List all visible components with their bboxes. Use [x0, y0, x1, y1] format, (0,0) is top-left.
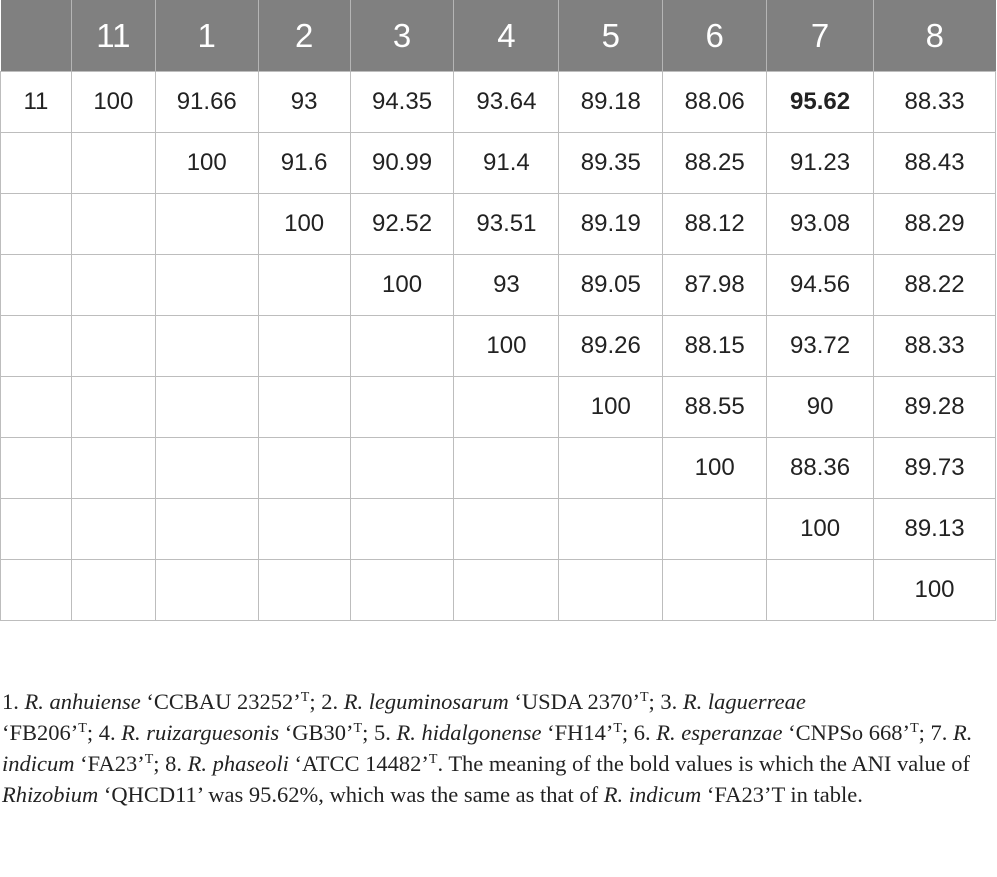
highlighted-cell: 95.62: [767, 72, 874, 133]
table-cell: [71, 438, 155, 499]
strain-name: ‘CNPSo 668’: [782, 720, 911, 745]
table-cell: 89.35: [559, 133, 663, 194]
table-cell: [155, 560, 258, 621]
species-name: R. laguerreae: [682, 689, 806, 714]
table-row: [1, 255, 996, 316]
table-cell: 100: [350, 255, 454, 316]
table-cell: [71, 377, 155, 438]
footnote-number: 3.: [660, 689, 683, 714]
table-cell: [559, 499, 663, 560]
table-cell: 88.06: [663, 72, 767, 133]
table-row: [1, 194, 996, 255]
type-strain-mark: T: [300, 690, 310, 705]
table-row: [1, 133, 996, 194]
table-cell: [155, 377, 258, 438]
bold-note-text: ‘QHCD11’ was 95.62%, which was the same as that of: [98, 782, 604, 807]
table-cell: 88.33: [874, 72, 996, 133]
table-cell: 90.99: [350, 133, 454, 194]
table-row: [1, 560, 996, 621]
table-cell: [258, 438, 350, 499]
table-cell: [258, 255, 350, 316]
table-cell: 93.51: [454, 194, 559, 255]
table-cell: [155, 316, 258, 377]
table-cell: 88.55: [663, 377, 767, 438]
species-name: R. hidalgonense: [396, 720, 542, 745]
header-11: 11: [71, 0, 155, 72]
species-name: R. ruizarguesonis: [121, 720, 280, 745]
table-cell: [350, 316, 454, 377]
table-cell: 100: [155, 133, 258, 194]
header-7: 7: [767, 0, 874, 72]
table-cell: 88.29: [874, 194, 996, 255]
table-cell: 87.98: [663, 255, 767, 316]
species-name: R. phaseoli: [187, 751, 289, 776]
table-cell: [559, 438, 663, 499]
table-cell: 90: [767, 377, 874, 438]
table-row: [1, 438, 996, 499]
table-cell: 94.35: [350, 72, 454, 133]
table-cell: 89.05: [559, 255, 663, 316]
table-cell: [559, 560, 663, 621]
table-cell: 88.22: [874, 255, 996, 316]
table-cell: [258, 499, 350, 560]
type-strain-mark: T: [144, 752, 154, 767]
genus-name: Rhizobium: [2, 782, 99, 807]
table-cell: [71, 133, 155, 194]
table-cell: 93.08: [767, 194, 874, 255]
table-cell: 91.66: [155, 72, 258, 133]
type-strain-mark: T: [78, 721, 87, 736]
table-cell: 91.6: [258, 133, 350, 194]
table-cell: [663, 560, 767, 621]
separator: ;: [621, 720, 634, 745]
header-6: 6: [663, 0, 767, 72]
table-cell: 93: [258, 72, 350, 133]
strain-name: ‘USDA 2370’: [508, 689, 640, 714]
table-cell: 89.28: [874, 377, 996, 438]
separator: .: [437, 751, 449, 776]
header-3: 3: [350, 0, 454, 72]
species-name: R. indicum: [603, 782, 702, 807]
table-cell: 93: [454, 255, 559, 316]
table-cell: [155, 255, 258, 316]
table-cell: [71, 560, 155, 621]
table-cell: 88.25: [663, 133, 767, 194]
table-cell: 89.13: [874, 499, 996, 560]
table-cell: 89.18: [559, 72, 663, 133]
strain-name: ‘FA23’: [74, 751, 145, 776]
row-label: [1, 316, 72, 377]
table-cell: [663, 499, 767, 560]
header-1: 1: [155, 0, 258, 72]
table-cell: 92.52: [350, 194, 454, 255]
table-footnote: [2, 686, 987, 810]
species-name: R. esperanzae: [656, 720, 783, 745]
row-label: [1, 255, 72, 316]
table-cell: [350, 560, 454, 621]
header-5: 5: [559, 0, 663, 72]
strain-name: ‘FH14’: [541, 720, 614, 745]
table-cell: 100: [258, 194, 350, 255]
table-cell: 89.19: [559, 194, 663, 255]
table-cell: 88.36: [767, 438, 874, 499]
table-cell: 100: [874, 560, 996, 621]
row-label: [1, 438, 72, 499]
footnote-number: 2.: [321, 689, 344, 714]
separator: ;: [153, 751, 166, 776]
table-cell: [71, 194, 155, 255]
row-label: [1, 377, 72, 438]
strain-name: ‘FB206’: [2, 720, 79, 745]
separator: ;: [362, 720, 374, 745]
separator: ;: [309, 689, 322, 714]
table-cell: 91.4: [454, 133, 559, 194]
table-cell: 88.12: [663, 194, 767, 255]
bold-note-text: The meaning of the bold values is which the ANI value of: [448, 751, 971, 776]
table-cell: [71, 255, 155, 316]
table-cell: 94.56: [767, 255, 874, 316]
footnote-number: 5.: [373, 720, 397, 745]
table-cell: 89.26: [559, 316, 663, 377]
table-cell: 100: [71, 72, 155, 133]
header-row: [1, 0, 996, 72]
table-cell: [454, 377, 559, 438]
footnote-number: 7.: [930, 720, 954, 745]
table-cell: [258, 377, 350, 438]
table-cell: 88.43: [874, 133, 996, 194]
bold-note-text: ‘FA23’T in table.: [701, 782, 863, 807]
table-cell: [258, 560, 350, 621]
table-cell: 93.64: [454, 72, 559, 133]
footnote-number: 1.: [2, 689, 25, 714]
separator: ;: [918, 720, 931, 745]
table-cell: 100: [559, 377, 663, 438]
separator: ;: [648, 689, 661, 714]
table-cell: [155, 194, 258, 255]
species-name: R. leguminosarum: [343, 689, 509, 714]
separator: ;: [86, 720, 99, 745]
table-row: [1, 72, 996, 133]
table-cell: [350, 438, 454, 499]
table-cell: [71, 316, 155, 377]
table-cell: [155, 499, 258, 560]
type-strain-mark: T: [353, 721, 363, 736]
strain-name: ‘ATCC 14482’: [288, 751, 429, 776]
row-label: [1, 560, 72, 621]
header-4: 4: [454, 0, 559, 72]
table-cell: [258, 316, 350, 377]
header-corner: [1, 0, 72, 72]
table-cell: 91.23: [767, 133, 874, 194]
strain-name: ‘CCBAU 23252’: [140, 689, 301, 714]
table-cell: 100: [767, 499, 874, 560]
table-cell: [767, 560, 874, 621]
table-row: [1, 316, 996, 377]
footnote-number: 8.: [165, 751, 188, 776]
species-name: R. indicum: [2, 720, 973, 776]
row-label: [1, 133, 72, 194]
table-cell: [454, 438, 559, 499]
header-8: 8: [874, 0, 996, 72]
table-cell: [454, 499, 559, 560]
table-row: [1, 377, 996, 438]
table-cell: 89.73: [874, 438, 996, 499]
table-cell: 88.33: [874, 316, 996, 377]
table-cell: [155, 438, 258, 499]
footnote-number: 6.: [633, 720, 657, 745]
table-row: [1, 499, 996, 560]
table-cell: 88.15: [663, 316, 767, 377]
species-name: R. anhuiense: [24, 689, 141, 714]
table-cell: [350, 499, 454, 560]
type-strain-mark: T: [428, 752, 438, 767]
footnote-number: 4.: [98, 720, 122, 745]
row-label: [1, 194, 72, 255]
table-cell: 100: [663, 438, 767, 499]
table-cell: 93.72: [767, 316, 874, 377]
table-cell: [350, 377, 454, 438]
type-strain-mark: T: [613, 721, 622, 736]
type-strain-mark: T: [910, 721, 919, 736]
table-cell: [71, 499, 155, 560]
strain-name: ‘GB30’: [279, 720, 354, 745]
row-label: [1, 499, 72, 560]
type-strain-mark: T: [639, 690, 649, 705]
table-cell: [454, 560, 559, 621]
row-label: 11: [1, 72, 72, 133]
table-cell: 100: [454, 316, 559, 377]
header-2: 2: [258, 0, 350, 72]
